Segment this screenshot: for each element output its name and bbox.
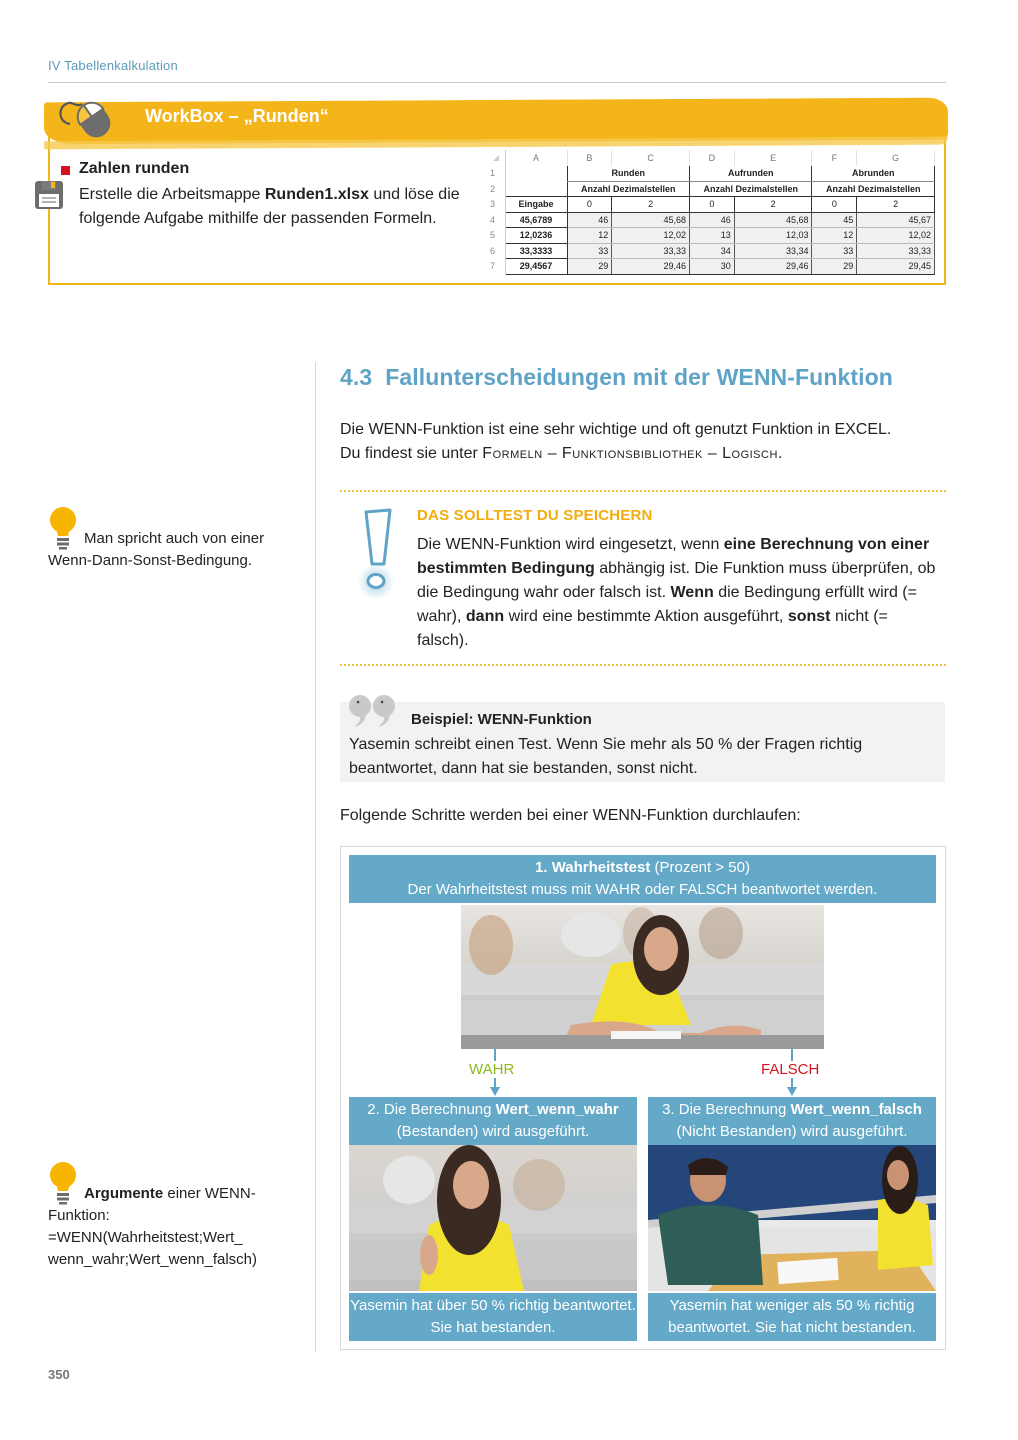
true-arrow-head-icon (490, 1087, 500, 1096)
select-all-corner-icon (493, 155, 499, 161)
task-filename: Runden1.xlsx (264, 186, 369, 203)
step-1-truth-test: 1. Wahrheitstest (Prozent > 50) Der Wahrheitstest muss mit WAHR oder FALSCH beantwortet werden. (349, 855, 936, 903)
task-heading: Zahlen runden (79, 160, 190, 177)
group-aufrunden: Aufrunden (689, 166, 811, 182)
page-number: 350 (48, 1367, 70, 1382)
column-divider (315, 362, 316, 1352)
wenn-flow-diagram (340, 846, 946, 1350)
example-box (340, 702, 945, 782)
result-failed: Yasemin hat weniger als 50 % richtig beantwortet. Sie hat nicht bestanden. (648, 1293, 936, 1341)
margin-tip-1: Man spricht auch von einer Wenn-Dann-Sonst-Bedingung. (48, 506, 298, 572)
photo-student-passed (349, 1145, 637, 1291)
remember-text: Die WENN-Funktion wird eingesetzt, wenn eine Berechnung von einer bestimmten Bedingung abhängig ist. Die Funktion muss überprüfen, ob die Bedingung wahr oder falsch ist. Wenn die Bedingung erfüllt wird (= wahr), dann wird eine bestimmte Aktion ausgeführt, sonst nicht (= falsch). (417, 536, 936, 649)
false-label: FALSCH (761, 1061, 820, 1078)
lightbulb-icon (48, 1161, 78, 1205)
lightbulb-icon (48, 506, 78, 550)
floppy-disk-icon (34, 180, 64, 210)
section-number: 4.3 (340, 364, 373, 390)
input-label: Eingabe (505, 197, 567, 213)
intro-paragraph: Die WENN-Funktion ist eine sehr wichtige und oft genutzt Funktion in EXCEL. Du findest sie unter Formeln – Funktionsbibliothek – Logisch. (340, 421, 892, 462)
group-runden: Runden (567, 166, 689, 182)
table-row: 3 Eingabe 0 2 0 2 0 2 (487, 197, 935, 213)
step-3-value-if-false: 3. Die Berechnung Wert_wenn_falsch (Nicht Bestanden) wird ausgeführt. (648, 1097, 936, 1145)
step-2-value-if-true: 2. Die Berechnung Wert_wenn_wahr (Bestanden) wird ausgeführt. (349, 1097, 637, 1145)
workbox-title: WorkBox – „Runden“ (145, 106, 329, 126)
remember-box (340, 496, 946, 661)
menu-path: Formeln – Funktionsbibliothek – Logisch (482, 445, 778, 462)
section-title: 4.3 Fallunterscheidungen mit der WENN-Funktion (340, 364, 893, 390)
steps-intro: Folgende Schritte werden bei einer WENN-Funktion durchlaufen: (340, 807, 801, 824)
false-arrow-head-icon (787, 1087, 797, 1096)
photo-student-failed (648, 1145, 936, 1291)
table-row: 4 45,6789 46 45,68 46 45,68 45 45,67 (487, 212, 935, 228)
example-title: Beispiel: WENN-Funktion (411, 711, 592, 728)
column-header-row: A B C D E F G (487, 150, 935, 166)
dotted-divider-top (340, 490, 946, 492)
table-row: 7 29,4567 29 29,46 30 29,46 29 29,45 (487, 259, 935, 275)
running-head: IV Tabellenkalkulation (48, 58, 178, 73)
true-label: WAHR (469, 1061, 515, 1078)
table-row: 5 12,0236 12 12,02 13 12,03 12 12,02 (487, 228, 935, 244)
quotation-mark-icon (346, 694, 400, 728)
table-row: 1 Runden Aufrunden Abrunden (487, 166, 935, 182)
photo-student-writing-test (461, 905, 824, 1049)
rounding-spreadsheet (487, 150, 935, 275)
remember-title: DAS SOLLTEST DU SPEICHERN (417, 507, 653, 524)
header-divider (48, 82, 946, 83)
task-text: Erstelle die Arbeitsmappe Runden1.xlsx und löse die folgende Aufgabe mithilfe der passenden Formeln. (79, 186, 460, 227)
example-text: Yasemin schreibt einen Test. Wenn Sie mehr als 50 % der Fragen richtig beantwortet, dann hat sie bestanden, sonst nicht. (349, 736, 863, 777)
table-row: 2 Anzahl Dezimalstellen Anzahl Dezimalstellen Anzahl Dezimalstellen (487, 181, 935, 197)
task-bullet (61, 166, 70, 175)
margin-tip-2: Argumente einer WENN-Funktion: =WENN(Wahrheitstest;Wert_ wenn_wahr;Wert_wenn_falsch) (48, 1161, 298, 1271)
group-abrunden: Abrunden (812, 166, 935, 182)
result-passed: Yasemin hat über 50 % richtig beantwortet. Sie hat bestanden. (349, 1293, 637, 1341)
dotted-divider-bottom (340, 664, 946, 666)
computer-mouse-icon (56, 94, 116, 142)
table-row: 6 33,3333 33 33,33 34 33,34 33 33,33 (487, 243, 935, 259)
exclamation-icon (348, 506, 404, 600)
